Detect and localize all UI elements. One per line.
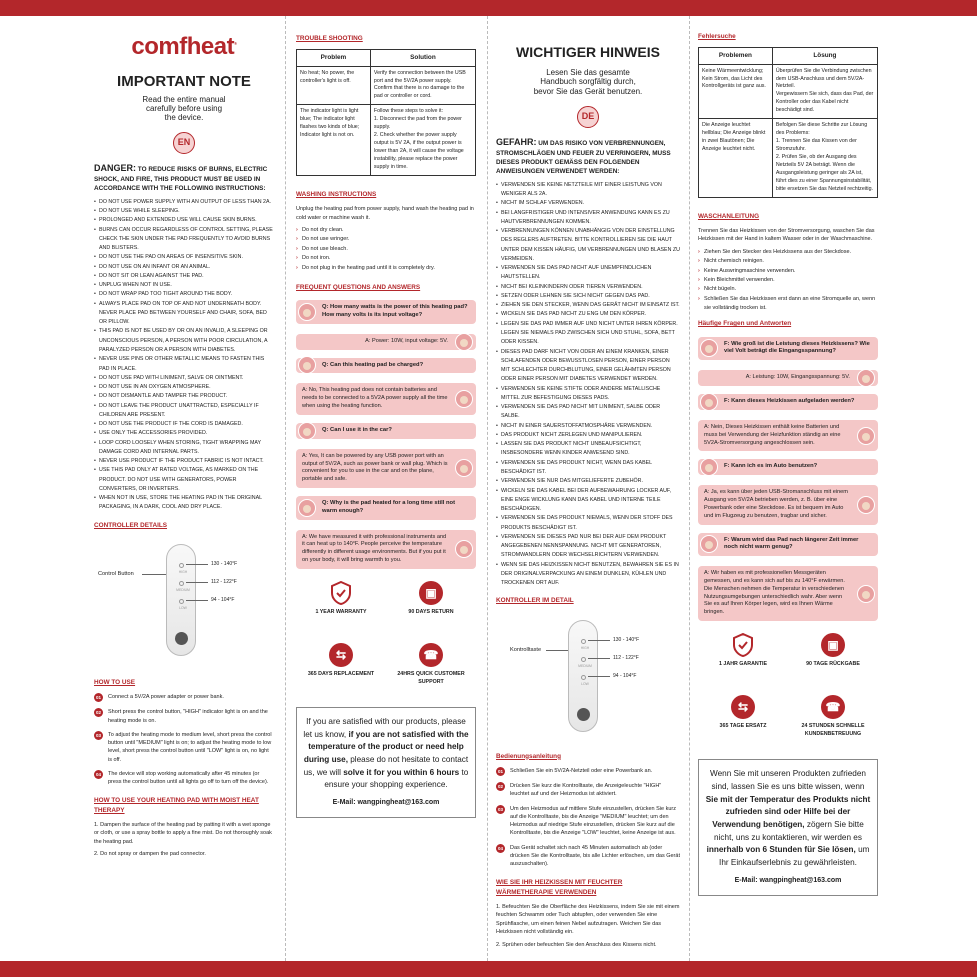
subtitle: Read the entire manual carefully before using the device.	[142, 94, 226, 122]
answer-text: A: We have measured it with professional instruments and it can heat up to 140°F. People perceive the temperature differently in different usage environments. But if you put it on your body, it will bring warmth to you.	[302, 533, 447, 564]
section-title: Fehlersuche	[698, 33, 736, 40]
problem-cell: No heat; No power, the controller's light is off.	[297, 66, 371, 105]
service-item	[296, 641, 386, 703]
answer-text: A: Power: 10W, input voltage: 5V.	[365, 337, 448, 344]
faq-answer	[296, 383, 476, 414]
service-label: 24HRS QUICK CUSTOMER SUPPORT	[397, 670, 465, 685]
headset-icon: ☎	[419, 643, 443, 667]
service-icons	[296, 579, 476, 703]
warning-item: • NEVER USE PRODUCT IF THE PRODUCT FABRIC IS NOT INTACT.	[94, 457, 274, 466]
howto-step	[94, 708, 274, 725]
faq-item	[296, 300, 476, 349]
service-label: 1 JAHR GARANTIE	[719, 661, 767, 668]
danger-heading: DANGER: TO REDUCE RISKS OF BURNS, ELECTRIC SHOCK, AND FIRE, THIS PRODUCT MUST BE USED IN ACCORDANCE WITH THE FOLLOWING INSTRUCTIONS:	[94, 163, 268, 193]
step-text: Um den Heizmodus auf mittlere Stufe einzustellen, drücken Sie kurz auf die Kontrolltaste, bis die Anzeige "MEDIUM" leuchtet; um den Heizmodus auf niedrige Stufe einzustellen, drücken Sie kurz auf die Kontrolltaste, bis die Anzeige "LOW" leuchtet, keine Anzeige ist aus.	[510, 805, 676, 837]
warning-item: • NEVER USE PINS OR OTHER METALLIC MEANS TO FASTEN THIS PAD IN PLACE.	[94, 355, 274, 374]
step-number: 03	[497, 806, 503, 812]
warning-item: • NICHT IM SCHLAF VERWENDEN.	[496, 199, 680, 208]
howto-step	[94, 770, 274, 787]
howto-step	[496, 844, 680, 869]
service-label: 90 DAYS RETURN	[408, 608, 454, 615]
warning-item: • PROLONGED AND EXTENDED USE WILL CAUSE SKIN BURNS.	[94, 216, 274, 225]
moist-step: 1. Dampen the surface of the heating pad by patting it with a wet sponge or cloth, or use a spray bottle to apply a fine mist. Do not thoroughly soak the heating pad.	[94, 821, 272, 845]
warning-item: • NICHT BEI KLEINKINDERN ODER TIEREN VERWENDEN.	[496, 283, 680, 292]
warning-item: • VERWENDEN SIE DIESES PAD NUR BEI DER AUF DEM PRODUKT ANGEGEBENEN NENNSPANNUNG. NICHT MIT GENERATOREN, STROMWANDLERN ODER WECHSELRICHTERN VERWENDEN.	[496, 533, 680, 561]
faq-question	[698, 459, 878, 475]
step-text: Drücken Sie kurz die Kontrolltaste, die Anzeigeleuchte "HIGH" leuchtet auf und der Heizmodus ist aktiviert.	[510, 783, 662, 798]
warning-item: • VERBRENNUNGEN KÖNNEN UNABHÄNGIG VON DER EINSTELLUNG DES REGLERS AUFTRETEN. BITTE KONTROLLIEREN SIE DIE HAUT UNTER DEM KISSEN HÄUFIG, UM VERBRENNUNGEN UND BLASEN ZU VERMEIDEN.	[496, 227, 680, 264]
service-item	[296, 579, 386, 641]
section-title: WASHING INSTRUCTIONS	[296, 190, 377, 198]
faq-item	[296, 423, 476, 488]
step-number: 01	[497, 769, 503, 774]
warning-item: • VERWENDEN SIE KEINE NETZTEILE MIT EINER LEISTUNG VON WENIGER ALS 2A.	[496, 181, 680, 200]
warning-item: • DO NOT USE WHILE SLEEPING.	[94, 207, 274, 216]
bottom-band	[0, 961, 977, 977]
service-item	[788, 631, 878, 693]
warning-item: • USE ONLY THE ACCESSORIES PROVIDED.	[94, 429, 274, 438]
washing-item: › Ziehen Sie den Stecker des Heizkissens aus der Steckdose.	[698, 248, 878, 257]
column-en-warnings	[94, 24, 274, 955]
step-number: 04	[95, 771, 101, 777]
question-text: F: Kann dieses Heizkissen aufgeladen werden?	[724, 398, 855, 405]
service-label: 90 TAGE RÜCKGABE	[806, 661, 860, 668]
service-item	[698, 693, 788, 755]
control-button-label: Control Button	[98, 571, 134, 578]
solution-line: Befolgen Sie diese Schritte zur Lösung des Problems:	[775, 122, 868, 137]
step-number: 03	[95, 732, 101, 738]
service-label: 365 DAYS REPLACEMENT	[307, 670, 375, 677]
warning-item: • BEI LANGFRISTIGER UND INTENSIVER ANWENDUNG KANN ES ZU HAUTVERBRENNUNGEN KOMMEN.	[496, 209, 680, 228]
shield-icon	[330, 581, 352, 605]
answer-text: A: Wir haben es mit professionellen Messgeräten gemessen, und es kann sich auf bis zu 140°F erwärmen. Die Menschen nehmen die Temperatur in verschiedenen Nutzungsumgebungen unterschiedlich wahr. Aber wenn Sie es auf Ihren Körper legen, wird es Ihnen Wärme bringen.	[704, 570, 845, 616]
top-band	[0, 0, 977, 16]
faq-question	[296, 300, 476, 324]
answer-text: A: No, This heating pad does not contain batteries and needs to be connected to a 5V2A power supply all the time when using the heating function.	[302, 387, 448, 410]
avatar-icon	[298, 356, 316, 374]
howto-step	[94, 693, 274, 702]
faq-answer	[296, 530, 476, 569]
faq-question	[698, 394, 878, 410]
avatar-icon	[700, 393, 718, 411]
column-de-support	[698, 24, 878, 955]
solution-line: Follow these steps to solve it:	[373, 108, 444, 115]
service-label: 24 STUNDEN SCHNELLE KUNDENBETREUUNG	[801, 723, 865, 737]
warning-item: • VERWENDEN SIE DAS PRODUKT NIEMALS, WENN DER STOFF DES PRODUKTS BESCHÄDIGT IST.	[496, 514, 680, 533]
faq-question	[296, 496, 476, 520]
howto-step	[496, 767, 680, 776]
step-text: Schließen Sie ein 5V/2A-Netzteil oder eine Powerbank an.	[510, 768, 653, 774]
warning-item: • USE THIS PAD ONLY AT RATED VOLTAGE, AS MARKED ON THE PRODUCT. DO NOT USE WITH GENERATORS, POWER CONVERTERS, OR INVERTERS.	[94, 466, 274, 494]
howto-step	[496, 805, 680, 838]
faq-list	[296, 300, 476, 569]
avatar-icon	[455, 459, 473, 477]
question-text: Q: How many watts is the power of this heating pad? How many volts is its input voltage?	[322, 304, 468, 318]
section-title: Häufige Fragen und Antworten	[698, 320, 792, 328]
step-number: 01	[95, 695, 101, 701]
avatar-icon	[857, 585, 875, 603]
email-link[interactable]: E-Mail: wangpingheat@163.com	[734, 876, 842, 884]
page-title: WICHTIGER HINWEIS	[516, 44, 660, 60]
avatar-icon	[455, 390, 473, 408]
troubleshooting-table: Problemen Lösung Keine Wärmeentwicklung; Kein Strom, das Licht des Kontrollgeräts ist ganz aus. Überprüfen Sie die Verbindung zwischen dem USB-Anschluss und dem 5V/2A-Netzteil. Vergewissern Sie sich, dass das Pad, der Kontroller oder das Kabel nicht beschädigt sind. Die Anzeige leuchtet hellblau; Die Anzeige blinkt in zwei Blautönen; Die Anzeige leuchtet nicht. Befolgen Sie diese Schritte zur Lösung des Problems: 1. Trennen Sie das Kissen von der Stromzufuhr. 2. Prüfen Sie, ob der Ausgang des Netzteils 5V 2A beträgt. Wenn die Ausgangsleistung geringer als 2A ist, führt dies zu einer Spannungsinstabilität, bitte ersetzen Sie das Netzteil rechtzeitig.	[698, 47, 878, 197]
table-row	[297, 105, 476, 176]
warning-item: • DO NOT LEAVE THE PRODUCT UNATTRACTED, ESPECIALLY IF CHILDREN ARE PRESENT.	[94, 402, 274, 421]
problem-cell: The indicator light is light blue; The indicator light flashes two kinds of blue; Indicator light is not on.	[297, 105, 371, 176]
howto-steps	[496, 767, 680, 868]
question-text: Q: Can I use it in the car?	[322, 426, 392, 433]
problem-cell: Keine Wärmeentwicklung; Kein Strom, das Licht des Kontrollgeräts ist ganz aus.	[699, 64, 773, 119]
solution-cell	[370, 66, 475, 105]
warning-item: • WHEN NOT IN USE, STORE THE HEATING PAD IN THE ORIGINAL PACKAGING, IN A DARK, COOL AND DRY PLACE.	[94, 494, 274, 513]
washing-item: › Schließen Sie das Heizkissen erst dann an eine Stromquelle an, wenn sie vollständig trocken ist.	[698, 295, 878, 314]
avatar-icon	[857, 427, 875, 445]
warning-item: • LEGEN SIE DAS PAD IMMER AUF UND NICHT UNTER IHREN KÖRPER. LEGEN SIE NIEMALS PAD ZWISCHEN SICH UND STUHL, SOFA, BETT ODER KISSEN.	[496, 320, 680, 348]
step-number: 02	[95, 710, 101, 716]
moist-step: 2. Do not spray or dampen the pad connector.	[94, 851, 206, 858]
column-de-warnings	[496, 24, 680, 955]
controller-diagram: Control Button HIGH MEDIUM LOW 130 - 140°F 112 - 122°F 94 - 104°F	[94, 538, 274, 658]
solution-line: 2. Prüfen Sie, ob der Ausgang des Netzteils 5V 2A beträgt. Wenn die Ausgangsleistung geringer als 2A ist, führt dies zu einer Spannungsinstabilität, bitte ersetzen Sie das Netzteil rechtzeitig.	[775, 153, 874, 192]
solution-cell	[772, 64, 877, 119]
fold-line	[689, 16, 690, 961]
warning-item: • UNPLUG WHEN NOT IN USE.	[94, 281, 274, 290]
solution-line: 2. Check whether the power supply output is 5V 2A, if the output power is lower than 2A, it will cause the voltage instability, please replace the power supply in time.	[373, 132, 464, 170]
faq-list	[698, 337, 878, 621]
service-item	[788, 693, 878, 755]
avatar-icon	[857, 369, 875, 387]
washing-list	[296, 226, 476, 273]
answer-text: A: Ja, es kann über jeden USB-Stromanschluss mit einem Ausgang von 5V/2A betrieben werden, z. B. über eine Powerbank oder eine Steckdose. Es ist bequem im Auto und im Flugzeug zu benutzen, tragbar und sicher.	[704, 489, 848, 519]
warning-item: • WICKELN SIE DAS KABEL BEI DER AUFBEWAHRUNG LOCKER AUF, EINE ENGE WICKLUNG KANN DAS KABEL UND INTERNE TEILE BESCHÄDIGEN.	[496, 487, 680, 515]
avatar-icon	[298, 422, 316, 440]
avatar-icon	[455, 333, 473, 351]
faq-item	[698, 459, 878, 524]
column-en-support	[296, 24, 476, 955]
warning-item: • WICKELN SIE DAS PAD NICHT ZU ENG UM DEN KÖRPER.	[496, 310, 680, 319]
faq-answer	[698, 566, 878, 621]
faq-answer	[296, 449, 476, 488]
question-text: F: Kann ich es im Auto benutzen?	[724, 463, 818, 470]
warning-item: • ALWAYS PLACE PAD ON TOP OF AND NOT UNDERNEATH BODY. NEVER PLACE PAD BETWEEN YOURSELF AND CHAIR, SOFA, BED OR PILLOW.	[94, 300, 274, 328]
question-text: F: Warum wird das Pad nach längerer Zeit immer noch nicht warm genug?	[724, 536, 859, 551]
solution-line: Vergewissern Sie sich, dass das Pad, der Kontroller oder das Kabel nicht beschädigt sind.	[775, 91, 874, 114]
shield-icon	[732, 633, 754, 657]
language-badge: EN	[173, 132, 195, 154]
page-title: IMPORTANT NOTE	[117, 72, 251, 90]
question-text: Q: Why is the pad heated for a long time still not warm enough?	[322, 500, 456, 514]
solution-cell	[772, 119, 877, 197]
step-number: 04	[497, 845, 503, 851]
section-title: FREQUENT QUESTIONS AND ANSWERS	[296, 283, 421, 291]
faq-item	[698, 337, 878, 386]
service-item	[386, 579, 476, 641]
washing-intro: Trennen Sie das Heizkissen von der Stromversorgung, waschen Sie das Heizkissen mit der Hand in kaltem Wasser oder in der Waschmaschine.	[698, 227, 875, 243]
headset-icon: ☎	[821, 695, 845, 719]
section-title: WIE SIE IHR HEIZKISSEN MIT FEUCHTER WÄRMETHERAPIE VERWENDEN	[496, 879, 623, 896]
washing-item: › Do not iron.	[296, 254, 476, 263]
faq-item	[296, 358, 476, 415]
washing-item: › Do not use bleach.	[296, 245, 476, 254]
warning-item: • DO NOT USE PAD WITH LINIMENT, SALVE OR OINTMENT.	[94, 374, 274, 383]
controller-diagram: Kontrolltaste HIGH MEDIUM LOW 130 - 140°F 112 - 122°F 94 - 104°F	[496, 614, 680, 734]
faq-answer	[698, 485, 878, 524]
washing-item: › Nicht chemisch reinigen.	[698, 257, 878, 266]
warning-list	[496, 181, 680, 589]
warning-item: • DO NOT SIT OR LEAN AGAINST THE PAD.	[94, 272, 274, 281]
moist-step: 2. Sprühen oder befeuchten Sie den Anschluss des Kissens nicht.	[496, 941, 657, 948]
remote-controller: HIGH MEDIUM LOW	[568, 620, 598, 732]
faq-answer	[296, 334, 476, 350]
avatar-icon	[700, 339, 718, 357]
howto-steps	[94, 693, 274, 786]
section-title: KONTROLLER IM DETAIL	[496, 597, 574, 605]
contact-box: If you are satisfied with our products, please let us know, if you are not satisfied with the temperature of the product or need help during use, please do not hesitate to contact us, we will solve it for you within 6 hours to ensure your shopping experience. E-Mail: wangpingheat@163.com	[296, 707, 476, 818]
moist-step: 1. Befeuchten Sie die Oberfläche des Heizkissens, indem Sie sie mit einem feuchten Schwamm oder Tuch abtupfen, oder verwenden Sie eine Sprühflasche, um einen feinen Nebel aufzutragen. Weichen Sie das Heizkissen nicht vollständig ein.	[496, 903, 680, 936]
warning-item: • DO NOT USE THE PAD ON AREAS OF INSENSITIVE SKIN.	[94, 253, 274, 262]
warning-item: • DO NOT WRAP PAD TOO TIGHT AROUND THE BODY.	[94, 290, 274, 299]
washing-list	[698, 248, 878, 313]
faq-question	[296, 358, 476, 374]
table-row	[699, 64, 878, 119]
warning-item: • SETZEN ODER LEHNEN SIE SICH NICHT GEGEN DAS PAD.	[496, 292, 680, 301]
warning-item: • WENN SIE DAS HEIZKISSEN NICHT BENUTZEN, BEWAHREN SIE ES IN DER ORIGINALVERPACKUNG AN EINEM DUNKLEN, KÜHLEN UND TROCKENEN ORT AUF.	[496, 561, 680, 589]
brand-logo: comfheat®	[131, 33, 237, 60]
warning-item: • DO NOT USE POWER SUPPLY WITH AN OUTPUT OF LESS THAN 2A.	[94, 198, 274, 207]
washing-item: › Do not dry clean.	[296, 226, 476, 235]
warning-item: • DO NOT DISMANTLE AND TAMPER THE PRODUCT.	[94, 392, 274, 401]
contact-box: Wenn Sie mit unseren Produkten zufrieden sind, lassen Sie es uns bitte wissen, wenn Sie mit der Temperatur des Produkts nicht zufrieden sind oder Hilfe bei der Verwendung benötigen, zögern Sie bitte nicht, uns zu kontaktieren, wir werden es innerhalb von 6 Stunden für Sie lösen, um Ihr Einkaufserlebnis zu gewährleisten. E-Mail: wangpingheat@163.com	[698, 759, 878, 895]
section-title: TROUBLE SHOOTING	[296, 35, 363, 42]
answer-text: A: Yes, It can be powered by any USB power port with an output of 5V/2A, such as power bank or wall plug. Which is convenient for you to use in the car and on the plane, portable and safe.	[302, 452, 448, 483]
avatar-icon	[455, 540, 473, 558]
washing-item: › Do not use wringer.	[296, 235, 476, 244]
washing-item: › Keine Auswringmaschine verwenden.	[698, 267, 878, 276]
step-text: To adjust the heating mode to medium level, short press the control button until "MEDIUM" light is on; to adjust the heating mode to low level, short press the control button until "LOW" light is on, no light is off.	[108, 731, 272, 763]
troubleshooting-table: Problem Solution No heat; No power, the controller's light is off. Verify the connection between the USB port and the 5V/2A power supply. Confirm that there is no damage to the pad or controller or cord. The indicator light is light blue; The indicator light flashes two kinds of blue; Indicator light is not on. Follow these steps to solve it: 1. Disconnect the pad from the power supply. 2. Check whether the power supply output is 5V 2A, if the output power is lower than 2A, it will cause the voltage instability, please replace the power supply in time.	[296, 49, 476, 176]
fold-line	[285, 16, 286, 961]
section-title: WASCHANLEITUNG	[698, 212, 760, 220]
washing-intro: Unplug the heating pad from power supply, hand wash the heating pad in cold water or machine wash it.	[296, 206, 474, 221]
service-icons	[698, 631, 878, 755]
faq-item	[296, 496, 476, 569]
warning-item: • BURNS CAN OCCUR REGARDLESS OF CONTROL SETTING, PLEASE CHECK THE SKIN UNDER THE PAD FREQUENTLY TO AVOID BURNS AND BLISTERS.	[94, 226, 274, 254]
section-title: HOW TO USE YOUR HEATING PAD WITH MOIST HEAT THERAPY	[94, 797, 259, 814]
remote-controller: HIGH MEDIUM LOW	[166, 544, 196, 656]
package-icon: ▣	[821, 633, 845, 657]
warning-item: • DO NOT USE ON AN INFANT OR AN ANIMAL.	[94, 263, 274, 272]
package-icon: ▣	[419, 581, 443, 605]
step-text: Das Gerät schaltet sich nach 45 Minuten automatisch ab (oder drücken Sie die Kontrolltaste, bis alle Lichter erlöschen, um das Gerät auszuschalten).	[510, 844, 680, 867]
warning-item: • DO NOT USE THE PRODUCT IF THE CORD IS DAMAGED.	[94, 420, 274, 429]
language-badge: DE	[577, 106, 599, 128]
washing-item: › Do not plug in the heating pad until it is completely dry.	[296, 264, 476, 273]
control-button-label: Kontrolltaste	[510, 646, 542, 653]
section-title: Bedienungsanleitung	[496, 752, 561, 760]
avatar-icon	[298, 303, 316, 321]
step-number: 02	[497, 784, 503, 789]
solution-line: 1. Trennen Sie das Kissen von der Stromzufuhr.	[775, 138, 857, 152]
section-title: CONTROLLER DETAILS	[94, 521, 168, 529]
warning-list	[94, 198, 274, 513]
subtitle: Lesen Sie das gesamte Handbuch sorgfältig durch, bevor Sie das Gerät benutzen.	[533, 68, 643, 96]
warning-item: • LOOP CORD LOOSELY WHEN STORING, TIGHT WRAPPING MAY DAMAGE CORD AND INTERNAL PARTS.	[94, 439, 274, 458]
faq-question	[296, 423, 476, 439]
exchange-icon: ⇆	[731, 695, 755, 719]
step-text: The device will stop working automatically after 45 minutes (or press the control button until all lights go off to turn off the device).	[108, 770, 269, 786]
table-row	[297, 66, 476, 105]
service-label: 365 TAGE ERSATZ	[719, 723, 767, 730]
danger-heading: GEFAHR: UM DAS RISIKO VON VERBRENNUNGEN, STROMSCHLÄGEN UND FEUER ZU VERRINGERN, MUSS DIESES PRODUKT GEMÄSS DEN FOLGENDEN ANWEISUNGEN VERWENDET WERDEN:	[496, 136, 671, 176]
warning-item: • VERWENDEN SIE NUR DAS MITGELIEFERTE ZUBEHÖR.	[496, 477, 680, 486]
step-text: Connect a 5V/2A power adapter or power bank.	[108, 694, 224, 701]
solution-cell	[370, 105, 475, 176]
faq-item	[698, 394, 878, 451]
solution-line: Verify the connection between the USB port and the 5V/2A power supply.	[373, 69, 466, 84]
step-text: Short press the control button, "HIGH" indicator light is on and the heating mode is on.	[108, 709, 268, 724]
faq-answer	[698, 420, 878, 451]
solution-line: Confirm that there is no damage to the pad or controller or cord.	[373, 85, 465, 100]
warning-item: • ZIEHEN SIE DEN STECKER, WENN DAS GERÄT NICHT IM EINSATZ IST.	[496, 301, 680, 310]
service-item	[698, 631, 788, 693]
power-button	[175, 632, 188, 645]
warning-item: • LASSEN SIE DAS PRODUKT NICHT UNBEAUFSICHTIGT, INSBESONDERE WENN KINDER ANWESEND SIND.	[496, 440, 680, 459]
faq-answer	[698, 370, 878, 386]
power-button	[577, 708, 590, 721]
solution-line: 1. Disconnect the pad from the power supply.	[373, 116, 462, 131]
avatar-icon	[857, 496, 875, 514]
warning-item: • DIESES PAD DARF NICHT VON ODER AN EINEM KRANKEN, EINER SCHLAFENDEN ODER BEWUSSTLOSEN PERSON, EINER PERSON MIT SCHLECHTER DURCHBLUTUNG, EINER GELÄHMTEN PERSON ODER EINER PERSON MIT DIABETES VERWENDET WERDEN.	[496, 348, 680, 385]
problem-cell: Die Anzeige leuchtet hellblau; Die Anzeige blinkt in zwei Blautönen; Die Anzeige leuchtet nicht.	[699, 119, 773, 197]
fold-line	[487, 16, 488, 961]
warning-item: • VERWENDEN SIE DAS PRODUKT NICHT, WENN DAS KABEL BESCHÄDIGT IST.	[496, 459, 680, 478]
faq-question	[698, 337, 878, 361]
exchange-icon: ⇆	[329, 643, 353, 667]
warning-item: • THIS PAD IS NOT BE USED BY OR ON AN INVALID, A SLEEPING OR UNCONSCIOUS PERSON, A PERSON WITH POOR CIRCULATION, A PARALYZED PERSON OR A PERSON WITH DIABETES.	[94, 327, 274, 355]
washing-item: › Nicht bügeln.	[698, 285, 878, 294]
question-text: Q: Can this heating pad be charged?	[322, 361, 424, 368]
faq-item	[698, 533, 878, 622]
email-link[interactable]: E-Mail: wangpingheat@163.com	[332, 799, 440, 807]
avatar-icon	[700, 458, 718, 476]
warning-item: • DO NOT USE IN AN OXYGEN ATMOSPHERE.	[94, 383, 274, 392]
faq-question	[698, 533, 878, 557]
solution-line: Überprüfen Sie die Verbindung zwischen dem USB-Anschluss und dem 5V/2A-Netzteil.	[775, 67, 872, 90]
service-item	[386, 641, 476, 703]
answer-text: A: Leistung: 10W, Eingangsspannung: 5V.	[745, 374, 850, 381]
avatar-icon	[298, 499, 316, 517]
section-title: HOW TO USE	[94, 679, 136, 687]
warning-item: • VERWENDEN SIE DAS PAD NICHT AUF UNEMPFINDLICHEN HAUTSTELLEN.	[496, 264, 680, 283]
service-label: 1 YEAR WARRANTY	[315, 608, 367, 615]
warning-item: • VERWENDEN SIE DAS PAD NICHT MIT LINIMENT, SALBE ODER SALBE.	[496, 403, 680, 422]
warning-item: • DAS PRODUKT NICHT ZERLEGEN UND MANIPULIEREN.	[496, 431, 680, 440]
question-text: F: Wie groß ist die Leistung dieses Heizkissens? Wie viel Volt beträgt die Eingangsspannung?	[724, 340, 870, 355]
table-row	[699, 119, 878, 197]
warning-item: • NICHT IN EINER SAUERSTOFFATMOSPHÄRE VERWENDEN.	[496, 422, 680, 431]
washing-item: › Kein Bleichmittel verwenden.	[698, 276, 878, 285]
avatar-icon	[700, 535, 718, 553]
howto-step	[94, 731, 274, 764]
warning-item: • VERWENDEN SIE KEINE STIFTE ODER ANDERE METALLISCHE MITTEL ZUR BEFESTIGUNG DIESES PADS.	[496, 385, 680, 404]
howto-step	[496, 782, 680, 799]
answer-text: A: Nein, Dieses Heizkissen enthält keine Batterien und muss bei Verwendung der Heizfunktion ständig an eine 5V2A-Stromversorgung angeschlossen sein.	[704, 423, 841, 446]
